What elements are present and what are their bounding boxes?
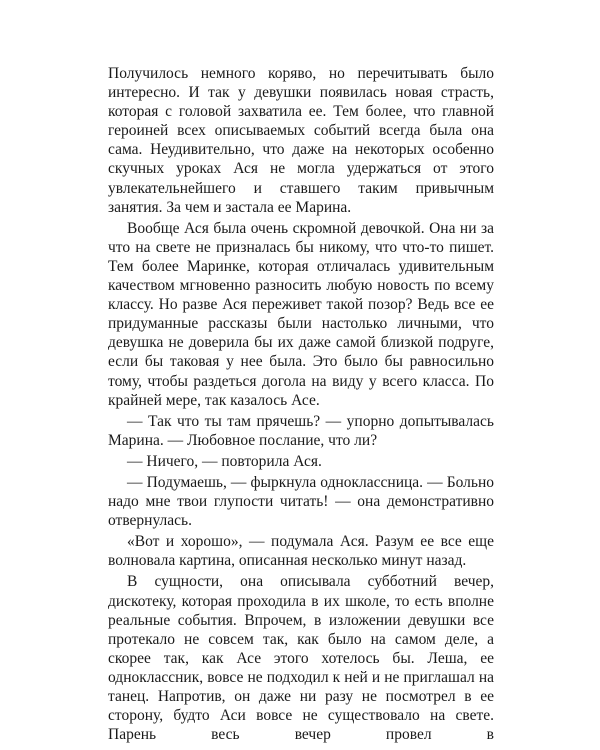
body-text <box>108 64 494 746</box>
paragraph-7: В сущности, она описывала субботний вечер, дискотеку, которая проходила в их школе, то есть вполне реальные события. Впрочем, в изложении девушки все протекало не совсем так, как было на самом деле, а скорее так, как Асе этого хотелось бы. Леша, ее одноклассник, вовсе не подходил к ней и не приглашал на танец. Напротив, он даже ни разу не посмотрел в ее сторону, будто Аси вовсе не существовало на свете. Парень весь вечер провел в <box>108 573 494 744</box>
paragraph-1: Получилось немного коряво, но перечитывать было интересно. И так у девушки появилась новая страсть, которая с головой захватила ее. Тем более, что главной героиней всех описываемых событий всегда была она сама. Неудивительно, что даже на некоторых особенно скучных уроках Ася не могла удержаться от этого увлекательнейшего и ставшего таким привычным занятия. За чем и застала ее Марина. <box>108 65 494 216</box>
paragraph-5: — Подумаешь, — фыркнула одноклассница. — Больно надо мне твои глупости читать! — она демонстративно отвернулась. <box>108 473 494 530</box>
paragraph-2: Вообще Ася была очень скромной девочкой. Она ни за что на свете не призналась бы никому, что что-то пишет. Тем более Маринке, которая отличалась удивительным качеством мгновенно разносить любую новость по всему классу. Но разве Ася переживет такой позор? Ведь все ее придуманные рассказы были настолько личными, что девушка не доверила бы их даже самой близкой подруге, если бы таковая у нее была. Это было бы равносильно тому, чтобы раздеться догола на виду у всего класса. По крайней мере, так казалось Асе. <box>108 219 494 409</box>
paragraph-4: — Ничего, — повторила Ася. <box>127 452 322 470</box>
paragraph-6: «Вот и хорошо», — подумала Ася. Разум ее все еще волновала картина, описанная несколько минут назад. <box>108 533 494 570</box>
paragraph-3: — Так что ты там прячешь? — упорно допытывалась Марина. — Любовное послание, что ли? <box>108 412 494 449</box>
